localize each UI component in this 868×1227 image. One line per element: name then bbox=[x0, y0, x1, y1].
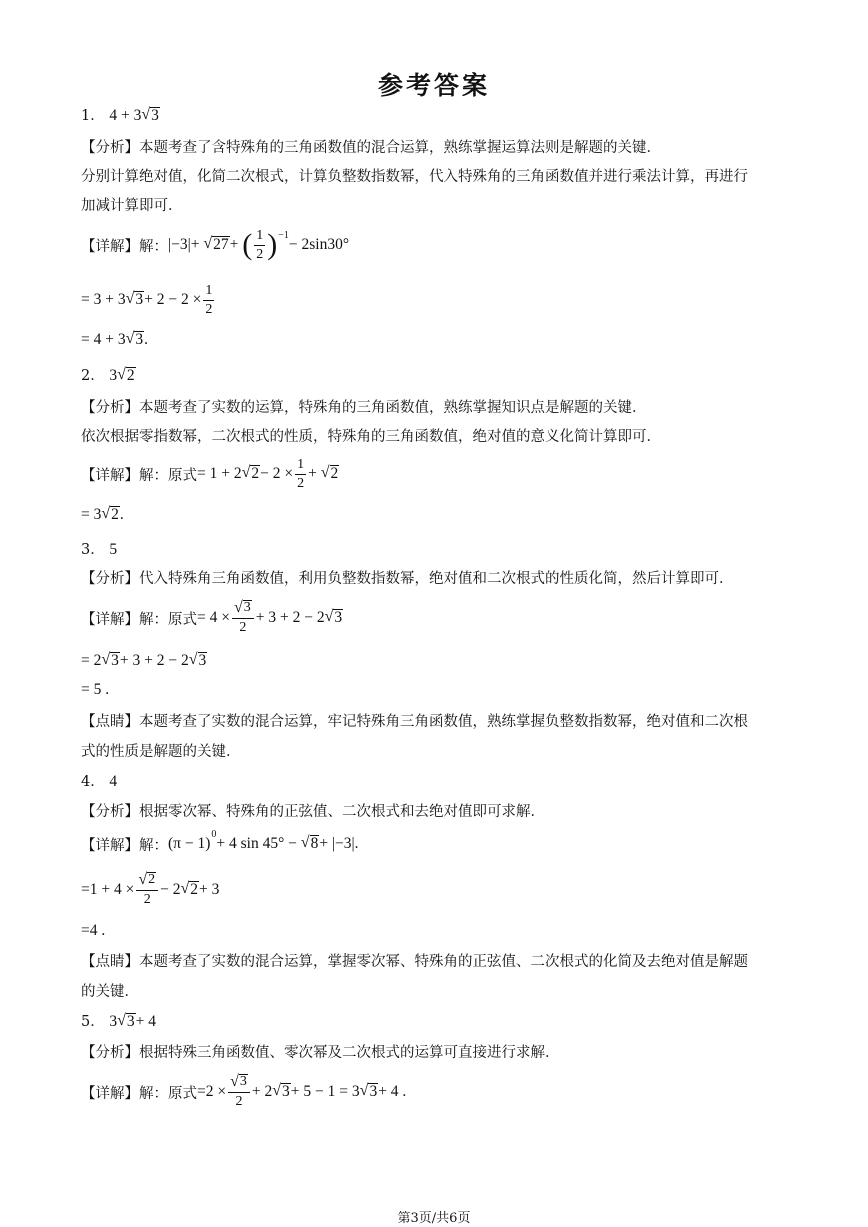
q2-detail: 【详解】 解： 原式 = 1 + 2 √ 2 − 2 × $\frac{1}{2}$ + √ 2 bbox=[81, 457, 339, 491]
sqrt: √ 2 bbox=[241, 464, 260, 483]
q5-answer-line bbox=[81, 1010, 156, 1031]
q3-comment-2: 式的性质是解题的关键． bbox=[81, 744, 241, 760]
q3-step-2: = 5 . bbox=[81, 681, 110, 698]
fraction: $\frac{1}{2}$ bbox=[297, 457, 305, 491]
q1-step-1: = 3 + 3 √ 3 + 2 − 2 × $\frac{1}{2}$ bbox=[81, 283, 213, 317]
sqrt: √ 3 bbox=[324, 608, 343, 627]
q5-analysis: 【分析】根据特殊三角函数值、零次幂及二次根式的运算可直接进行求解． bbox=[81, 1045, 560, 1061]
fraction: √ 3 2 bbox=[232, 600, 254, 636]
q2-step-1: = 3 √ 2 . bbox=[81, 505, 124, 524]
sqrt: √ 3 bbox=[141, 106, 159, 125]
sqrt: √ 3 bbox=[188, 651, 207, 670]
q2-answer: 3 √ 2 bbox=[109, 366, 135, 385]
q5-answer: 3 √ 3 + 4 bbox=[109, 1012, 156, 1031]
sqrt: √ 2 bbox=[138, 871, 156, 888]
q1-detail: 【详解】 解： |−3| + √ 27 + ( $\frac{1}{2}$ ) −1 − 2sin30° bbox=[81, 228, 350, 262]
fraction: √ 3 2 bbox=[228, 1074, 250, 1110]
q1-analysis: 【分析】本题考查了含特殊角的三角函数值的混合运算，熟练掌握运算法则是解题的关键． bbox=[81, 140, 661, 156]
q4-comment-2: 的关键． bbox=[81, 984, 139, 1000]
q4-number: 4． bbox=[81, 774, 105, 790]
q4-step-1: =1 + 4 × √ 2 2 − 2 √ 2 + 3 bbox=[81, 871, 220, 907]
sqrt: √ 3 bbox=[230, 1073, 247, 1090]
page-title: 参考答案 bbox=[377, 71, 490, 100]
sqrt: √ 3 bbox=[233, 599, 251, 616]
sqrt: √ 2 bbox=[180, 880, 199, 899]
sqrt: √ 2 bbox=[117, 366, 135, 385]
q3-number: 3． bbox=[81, 542, 105, 558]
q4-expression: (π − 1) 0 + 4 sin 45° − √ 8 + |−3|. bbox=[168, 828, 359, 853]
q2-text-1: 依次根据零指数幂，二次根式的性质，特殊角的三角函数值，绝对值的意义化简计算即可． bbox=[81, 429, 661, 445]
sqrt: √ 3 bbox=[272, 1082, 290, 1101]
q1-step-2: = 4 + 3 √ 3 . bbox=[81, 330, 149, 349]
q4-comment: 【点睛】本题考查了实数的混合运算，掌握零次幂、特殊角的正弦值、二次根式的化简及去绝对值是解题 bbox=[81, 954, 748, 970]
q2-answer-line bbox=[81, 364, 136, 385]
q3-step-1: = 2 √ 3 + 3 + 2 − 2 √ 3 bbox=[81, 651, 207, 670]
sqrt: √ 3 bbox=[125, 290, 144, 309]
sqrt: √ 3 bbox=[101, 651, 119, 670]
q4-detail: 【详解】 解： (π − 1) 0 + 4 sin 45° − √ 8 + |−3|. bbox=[81, 828, 359, 854]
q4-analysis: 【分析】根据零次幂、特殊角的正弦值、二次根式和去绝对值即可求解． bbox=[81, 804, 545, 820]
q3-answer-line bbox=[81, 538, 117, 559]
sqrt: √ 3 bbox=[117, 1012, 135, 1031]
q1-text-1: 分别计算绝对值，化简二次根式，计算负整数指数幂，代入特殊角的三角函数值并进行乘法计算，再进行 bbox=[81, 169, 748, 185]
q4-answer: 4 bbox=[109, 773, 118, 790]
q4-step-2: =4 . bbox=[81, 922, 106, 939]
q5-number: 5． bbox=[81, 1014, 105, 1030]
q3-answer: 5 bbox=[109, 541, 118, 558]
q5-expression: =2 × √ 3 2 + 2 √ 3 + 5 − 1 = 3 √ 3 + 4 . bbox=[197, 1073, 407, 1109]
q1-text-2: 加减计算即可． bbox=[81, 198, 183, 214]
q3-expression: = 4 × √ 3 2 + 3 + 2 − 2 √ 3 bbox=[197, 599, 343, 635]
q2-analysis: 【分析】本题考查了实数的运算，特殊角的三角函数值，熟练掌握知识点是解题的关键． bbox=[81, 400, 647, 416]
sqrt: √ 8 bbox=[300, 834, 319, 853]
q5-detail: 【详解】 解： 原式 =2 × √ 3 2 + 2 √ 3 + 5 − 1 = 3 √ 3 + 4 . bbox=[81, 1073, 407, 1109]
q4-answer-line bbox=[81, 770, 117, 791]
q1-answer: 4 + 3 √ 3 bbox=[109, 106, 159, 125]
q2-number: 2． bbox=[81, 368, 105, 384]
q2-expression: = 1 + 2 √ 2 − 2 × $\frac{1}{2}$ + √ 2 bbox=[197, 457, 339, 491]
q3-analysis: 【分析】代入特殊角三角函数值，利用负整数指数幂，绝对值和二次根式的性质化简，然后计算即可． bbox=[81, 571, 734, 587]
sqrt: √ 27 bbox=[203, 235, 229, 254]
q1-answer-line bbox=[81, 104, 160, 125]
sqrt: √ 2 bbox=[320, 464, 339, 483]
q3-detail: 【详解】 解： 原式 = 4 × √ 3 2 + 3 + 2 − 2 √ 3 bbox=[81, 599, 343, 635]
fraction: $\frac{1}{2}$ bbox=[256, 228, 264, 262]
sqrt: √ 2 bbox=[101, 505, 119, 524]
fraction: √ 2 2 bbox=[136, 872, 158, 908]
sqrt: √ 3 bbox=[359, 1082, 378, 1101]
q3-comment: 【点睛】本题考查了实数的混合运算，牢记特殊角三角函数值，熟练掌握负整数指数幂，绝对值和二次根 bbox=[81, 714, 748, 730]
fraction: $\frac{1}{2}$ bbox=[205, 283, 213, 317]
q1-expression: |−3| + √ 27 + ( $\frac{1}{2}$ ) −1 − 2sin30° bbox=[168, 228, 350, 262]
sqrt: √ 3 bbox=[125, 330, 144, 349]
page-footer: 第3页/共6页 bbox=[397, 1211, 471, 1226]
q1-number: 1． bbox=[81, 108, 105, 124]
